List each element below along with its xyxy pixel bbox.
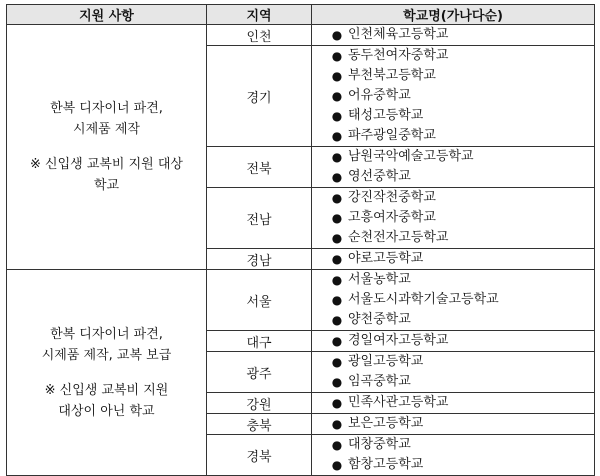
school-list-item [330, 25, 594, 45]
school-name: 경일여자고등학교 [348, 333, 449, 348]
school-name: 인천체육고등학교 [348, 27, 449, 42]
bullet-icon: ● [331, 89, 343, 103]
note-line-1: ※ 신입생 교복비 지원 [44, 382, 169, 398]
region-cell: 인천 [207, 25, 312, 46]
school-list-item [330, 167, 594, 187]
school-name: 부천북고등학교 [348, 68, 436, 83]
bullet-icon: ● [331, 355, 343, 369]
school-name: 민족사관고등학교 [348, 395, 449, 410]
bullet-icon: ● [331, 313, 343, 327]
school-name: 강진작천중학교 [348, 190, 436, 205]
support-cell [7, 25, 207, 270]
school-name: 함창고등학교 [348, 457, 424, 472]
bullet-icon: ● [331, 273, 343, 287]
region-cell: 경남 [207, 249, 312, 270]
bullet-icon: ● [331, 417, 343, 431]
header-region: 지역 [207, 5, 312, 25]
region-cell: 전남 [207, 188, 312, 249]
support-line-1: 한복 디자이너 파견, [50, 326, 163, 342]
school-name: 양천중학교 [348, 312, 411, 327]
bullet-icon: ● [331, 28, 343, 42]
school-list-item [330, 106, 594, 126]
table-row [7, 270, 595, 331]
school-list-item [330, 147, 594, 167]
support-line-2: 시제품 제작 [73, 122, 140, 137]
bullet-icon: ● [331, 252, 343, 266]
support-schools-table [6, 4, 595, 476]
school-name: 남원국악예술고등학교 [348, 149, 474, 164]
region-cell: 광주 [207, 352, 312, 393]
bullet-icon: ● [331, 129, 343, 143]
school-name: 고흥여자중학교 [348, 210, 436, 225]
schools-cell [312, 352, 595, 393]
school-list-item [330, 188, 594, 208]
schools-cell [312, 270, 595, 331]
region-cell: 대구 [207, 331, 312, 352]
school-name: 파주광일중학교 [348, 128, 436, 143]
school-name: 태성고등학교 [348, 108, 424, 123]
school-list-item [330, 249, 594, 269]
note-line-1: ※ 신입생 교복비 지원 대상 [29, 157, 183, 172]
school-list-item [330, 290, 594, 310]
school-list-item [330, 310, 594, 330]
school-name: 보은고등학교 [348, 416, 424, 431]
school-name: 서울농학교 [348, 272, 411, 287]
school-name: 영선중학교 [348, 169, 411, 184]
school-list-item [330, 393, 594, 413]
region-cell: 강원 [207, 393, 312, 414]
school-list-item [330, 66, 594, 86]
bullet-icon: ● [331, 396, 343, 410]
note-line-2: 학교 [93, 178, 120, 193]
bullet-icon: ● [331, 375, 343, 389]
school-name: 야로고등학교 [348, 251, 424, 266]
bullet-icon: ● [331, 191, 343, 205]
schools-cell [312, 435, 595, 476]
header-support: 지원 사항 [7, 5, 207, 25]
schools-cell [312, 25, 595, 46]
school-list-item [330, 372, 594, 392]
bullet-icon: ● [331, 334, 343, 348]
bullet-icon: ● [331, 49, 343, 63]
schools-cell [312, 414, 595, 435]
region-cell: 전북 [207, 147, 312, 188]
school-name: 대창중학교 [348, 437, 411, 452]
school-list-item [330, 86, 594, 106]
school-name: 순천전자고등학교 [348, 230, 449, 245]
table-row [7, 25, 595, 46]
school-name: 어유중학교 [348, 88, 411, 103]
note-line-2: 대상이 아닌 학교 [58, 403, 155, 419]
table-header-row [7, 5, 595, 25]
school-name: 서울도시과학기술고등학교 [348, 292, 499, 307]
bullet-icon: ● [331, 150, 343, 164]
table-body [7, 25, 595, 476]
header-school-name: 학교명(가나다순) [312, 5, 595, 25]
school-list-item [330, 331, 594, 351]
schools-cell [312, 147, 595, 188]
bullet-icon: ● [331, 69, 343, 83]
bullet-icon: ● [331, 458, 343, 472]
bullet-icon: ● [331, 231, 343, 245]
support-note [7, 380, 206, 422]
school-list-item [330, 352, 594, 372]
bullet-icon: ● [331, 170, 343, 184]
school-list-item [330, 228, 594, 248]
support-line-2: 시제품 제작, 교복 보급 [41, 347, 172, 363]
support-cell [7, 270, 207, 476]
school-list-item [330, 208, 594, 228]
school-list-item [330, 414, 594, 434]
school-list-item [330, 455, 594, 475]
schools-cell [312, 46, 595, 147]
school-list-item [330, 46, 594, 66]
support-note [7, 154, 206, 196]
region-cell: 서울 [207, 270, 312, 331]
schools-cell [312, 393, 595, 414]
region-cell: 경북 [207, 435, 312, 476]
schools-cell [312, 188, 595, 249]
region-cell: 충북 [207, 414, 312, 435]
schools-cell [312, 249, 595, 270]
bullet-icon: ● [331, 293, 343, 307]
school-name: 동두천여자중학교 [348, 48, 449, 63]
support-line-1: 한복 디자이너 파견, [50, 101, 163, 116]
school-list-item [330, 435, 594, 455]
region-cell: 경기 [207, 46, 312, 147]
bullet-icon: ● [331, 211, 343, 225]
school-list-item [330, 270, 594, 290]
bullet-icon: ● [331, 438, 343, 452]
schools-cell [312, 331, 595, 352]
school-list-item [330, 126, 594, 146]
school-name: 임곡중학교 [348, 374, 411, 389]
school-name: 광일고등학교 [348, 354, 424, 369]
bullet-icon: ● [331, 109, 343, 123]
